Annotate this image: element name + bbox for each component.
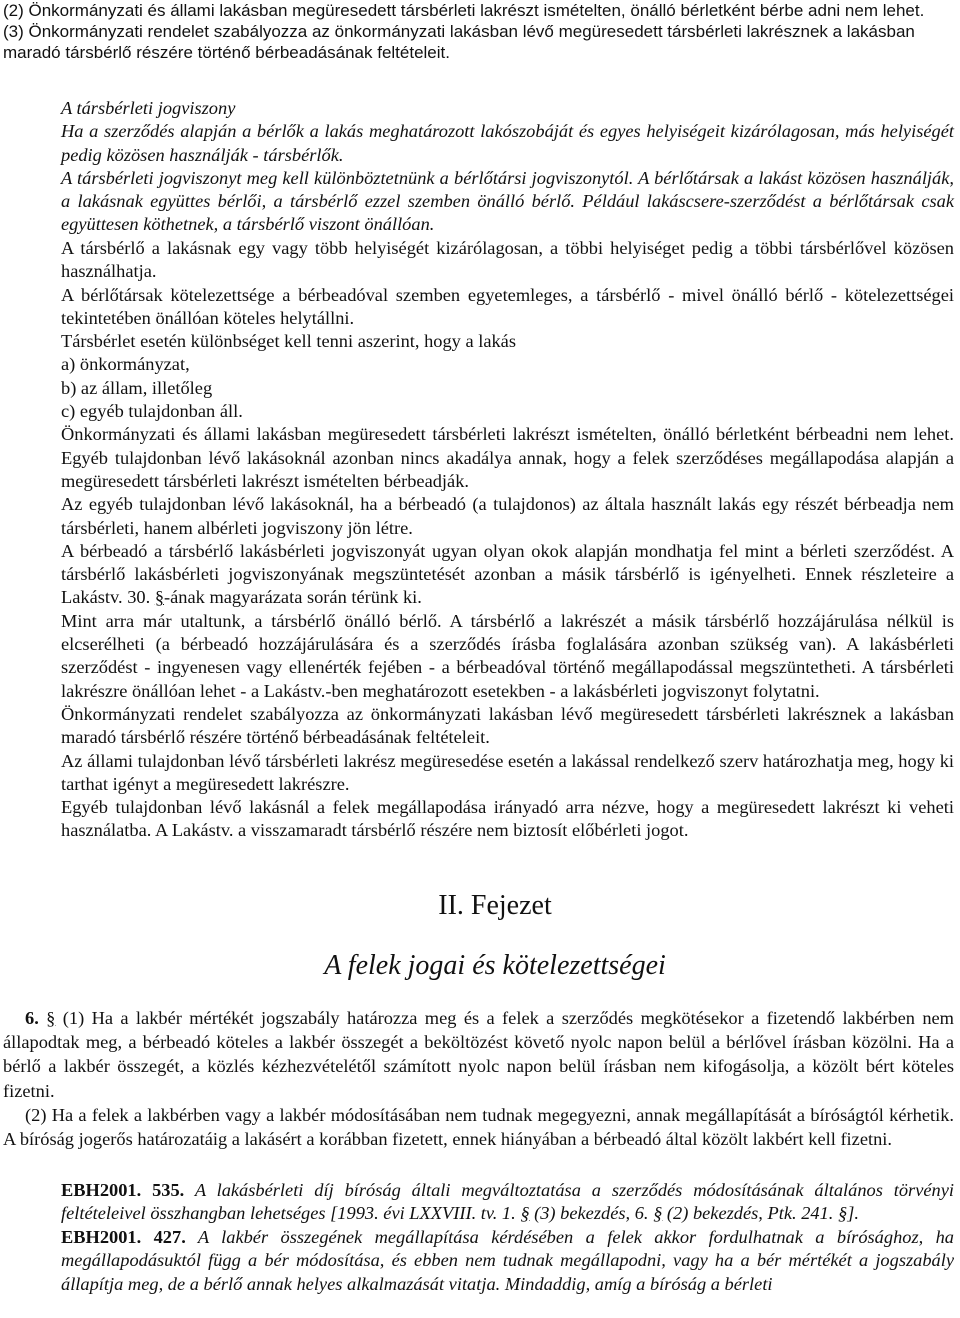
commentary-list-item: c) egyéb tulajdonban áll. [61, 401, 243, 422]
law-paragraphs-top [3, 0, 954, 63]
decision-ref: EBH2001. 535. [61, 1180, 185, 1200]
commentary-block-regular [0, 237, 960, 843]
commentary-block [0, 97, 960, 237]
court-decision: EBH2001. 535. A lakásbérleti díj bíróság általi megváltoztatása a szerződés módosításának általános törvényi feltételeivel összhangban lehetséges [1993. évi LXXVIII. tv. 1. § (3) bekezdés, 6. § (2) bekezdés, Ptk. 241. §]. [61, 1180, 955, 1224]
section-link[interactable]: § [46, 1008, 56, 1028]
court-decision: EBH2001. 427. A lakbér összegének megállapítása kérdésében a felek akkor fordulhatnak a bírósághoz, ha megállapodásuktól függ a bér módosítása, és ebben nem tudnak megállapodni, vagy ha a bér mértékét a jogszabály állapítja meg, de a bérlő annak helyes alkalmazását vitatja. Mindaddig, amíg a bíróság a bérleti [61, 1226, 955, 1294]
section-6 [0, 1006, 960, 1151]
commentary-paragraph: Ha a szerződés alapján a bérlők a lakás meghatározott lakószobáját és egyes helyiségeit kizárólagosan, más helyiségét pedig közösen használják - társbérlők. [61, 121, 954, 165]
section-link[interactable]: § [837, 1203, 848, 1224]
section-link[interactable]: § [520, 1203, 530, 1224]
commentary-paragraph: A társbérleti jogviszonyt meg kell különböztetnünk a bérlőtársi jogviszonytól. A bérlőtársak a lakást közösen használják, a lakásnak együttes bérlői, a társbérlő ezzel szemben önálló bérlő. Például lakáscsere-szerződést a bérlőtársak csak együttesen köthetnek, a társbérlő viszont önállóan. [61, 167, 954, 235]
chapter-number: II. Fejezet [438, 890, 552, 921]
commentary-paragraph: Egyéb tulajdonban lévő lakásnál a felek megállapodása irányadó arra nézve, hogy a megüresedett lakrészt ki veheti használatba. A Lakástv. a visszamaradt társbérlő részére nem biztosít előbérleti jogot. [61, 797, 954, 841]
commentary-paragraph: Önkormányzati rendelet szabályozza az önkormányzati lakásban lévő megüresedett társbérleti lakrésznek a lakásban maradó társbérlő részére történő bérbeadásának feltételeit. [61, 703, 954, 748]
commentary-list-intro: Társbérlet esetén különbséget kell tenni aszerint, hogy a lakás [61, 331, 517, 352]
section-paragraph-2: (2) Ha a felek a lakbérben vagy a lakbér módosításában nem tudnak megegyezni, annak megállapítását a bíróságtól kérhetik. A bíróság jogerős határozatáig a lakásért a korábban fizetett, ennek hiányában a bérbeadó által közölt lakbért kell fizetni. [3, 1104, 954, 1150]
commentary-paragraph: Önkormányzati és állami lakásban megüresedett társbérleti lakrészt ismételten, önálló bérletként bérbeadni nem lehet. Egyéb tulajdonban lévő lakásoknál azonban nincs akadálya annak, hogy a felek szerződéses megállapodása alapján a megüresedett társbérleti lakrészt ismételten bérbeadják. [61, 424, 954, 491]
section-number: 6. [25, 1008, 39, 1028]
chapter-title: A felek jogai és kötelezettségei [324, 950, 666, 981]
court-decisions [0, 1179, 960, 1296]
law-paragraph-2: (2) Önkormányzati és állami lakásban megüresedett társbérleti lakrészt ismételten, önálló bérletként bérbe adni nem lehet. [3, 1, 925, 20]
commentary-heading: A társbérleti jogviszony [61, 98, 236, 118]
law-paragraph-3: (3) Önkormányzati rendelet szabályozza az önkormányzati lakásban lévő megüresedett társbérleti lakrésznek a lakásban maradó társbérlő részére történő bérbeadásának feltételeit. [3, 22, 915, 62]
section-link[interactable]: § [653, 1203, 663, 1224]
decision-ref: EBH2001. 427. [61, 1226, 186, 1247]
commentary-paragraph: Az egyéb tulajdonban lévő lakásoknál, ha a bérbeadó (a tulajdonos) az általa használt lakás egy részét bérbeadja nem társbérleti, hanem albérleti jogviszony jön létre. [61, 494, 954, 538]
commentary-paragraph: A társbérlő a lakásnak egy vagy több helyiségét kizárólagosan, a többi helyiséget pedig a többi társbérlővel közösen használhatja. [61, 238, 954, 282]
commentary-paragraph: Az állami tulajdonban lévő társbérleti lakrész megüresedése esetén a lakással rendelkező szerv határozhatja meg, hogy ki tarthat igényt a megüresedett lakrészre. [61, 750, 954, 794]
commentary-list-item: b) az állam, illetőleg [61, 377, 213, 398]
section-paragraph-1: 6. § (1) Ha a lakbér mértékét jogszabály határozza meg és a felek a szerződés megkötésekor a fizetendő lakbérben nem állapodtak meg, a bérbeadó köteles a lakbér összegét a beköltözést követő nyolc napon belül a bérlővel írásban közölni. Ha a bérlő a lakbér összegét, a közlés kézhezvételétől számított nyolc napon belül írásban nem kifogásolja, a közölt bért köteles fizetni. [3, 1008, 954, 1101]
commentary-paragraph: A bérbeadó a társbérlő lakásbérleti jogviszonyát ugyan olyan okok alapján mondhatja fel mint a bérleti szerződést. A társbérlő lakásbérleti jogviszonyának megszüntetését azonban a másik társbérlő is igényelheti. Ennek részleteire a Lakástv. 30. §-ának magyarázata során térünk ki. [61, 540, 954, 608]
commentary-paragraph: A bérlőtársak kötelezettsége a bérbeadóval szemben egyetemleges, a társbérlő - mivel önálló bérlő - kötelezettségei tekintetében önállóan köteles helytállni. [61, 284, 954, 328]
section-link[interactable]: § [154, 587, 165, 608]
commentary-paragraph: Mint arra már utaltunk, a társbérlő önálló bérlő. A társbérlő a lakrészét a másik társbérlő hozzájárulása nélkül is elcserélheti (a bérbeadó hozzájárulására és a szerződés írásba foglalására azonban szükség van). A lakásbérleti szerződést - ingyenesen vagy ellenérték fejében - a bérbeadóval történő megállapodással megszüntetheti. A társbérleti lakrészre önállóan lehet - a Lakástv.-ben meghatározott esetekben - a lakásbérleti jogviszonyt folytatni. [61, 610, 954, 701]
commentary-list-item: a) önkormányzat, [61, 354, 190, 375]
